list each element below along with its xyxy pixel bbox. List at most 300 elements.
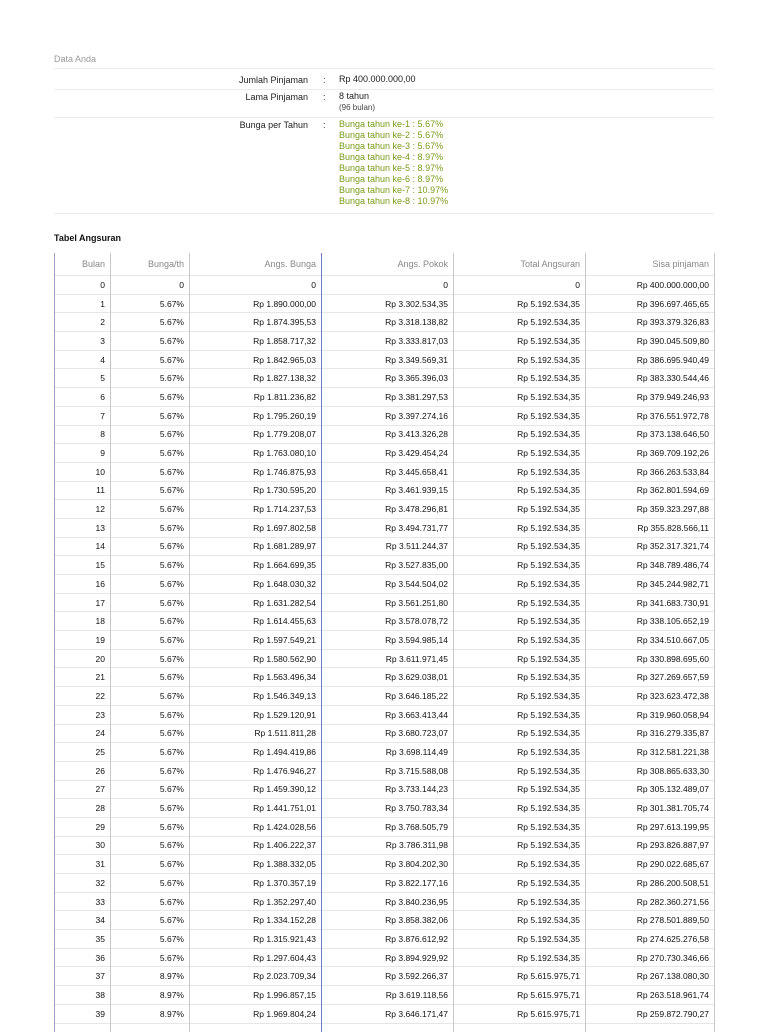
cell-angs-pokok: Rp 3.629.038,01 [322,668,454,687]
cell-bulan: 21 [55,668,111,687]
cell-angs-bunga: Rp 1.614.455,63 [190,612,322,631]
cell-bunga-th: 8.97% [111,1004,190,1023]
cell-sisa-pinjaman: Rp 352.317.321,74 [586,537,715,556]
cell-bunga-th: 5.67% [111,724,190,743]
cell-bulan: 19 [55,631,111,650]
cell-total-angsuran: Rp 5.192.534,35 [454,780,586,799]
loan-amount-label: Jumlah Pinjaman [238,75,308,85]
table-row [55,444,715,463]
cell-angs-bunga: Rp 1.664.699,35 [190,556,322,575]
cell-bunga-th: 5.67% [111,350,190,369]
cell-bulan: 12 [55,500,111,519]
table-row [55,612,715,631]
cell-bulan: 3 [55,332,111,351]
cell-bunga-th: 5.67% [111,406,190,425]
empty-cell [190,1023,322,1032]
cell-bunga-th: 5.67% [111,930,190,949]
table-row [55,687,715,706]
cell-sisa-pinjaman: Rp 386.695.940,49 [586,350,715,369]
cell-angs-pokok: Rp 3.349.569,31 [322,350,454,369]
cell-sisa-pinjaman: Rp 393.379.326,83 [586,313,715,332]
cell-angs-bunga: Rp 1.494.419,86 [190,743,322,762]
cell-total-angsuran: 0 [454,276,586,295]
cell-angs-pokok: Rp 3.822.177,16 [322,874,454,893]
cell-angs-bunga: 0 [190,276,322,295]
cell-bulan: 18 [55,612,111,631]
cell-total-angsuran: Rp 5.192.534,35 [454,631,586,650]
cell-sisa-pinjaman: Rp 373.138.646,50 [586,425,715,444]
table-row [55,967,715,986]
cell-total-angsuran: Rp 5.192.534,35 [454,481,586,500]
table-row [55,350,715,369]
empty-cell [454,1023,586,1032]
cell-total-angsuran: Rp 5.192.534,35 [454,612,586,631]
table-row [55,892,715,911]
cell-angs-bunga: Rp 2.023.709,34 [190,967,322,986]
cell-total-angsuran: Rp 5.192.534,35 [454,332,586,351]
cell-total-angsuran: Rp 5.192.534,35 [454,874,586,893]
cell-bulan: 9 [55,444,111,463]
table-row [55,911,715,930]
cell-angs-bunga: Rp 1.827.138,32 [190,369,322,388]
cell-bunga-th: 5.67% [111,911,190,930]
cell-total-angsuran: Rp 5.192.534,35 [454,705,586,724]
cell-angs-pokok: Rp 3.663.413,44 [322,705,454,724]
table-row [55,518,715,537]
cell-sisa-pinjaman: Rp 400.000.000,00 [586,276,715,295]
cell-angs-pokok: Rp 3.698.114,49 [322,743,454,762]
cell-sisa-pinjaman: Rp 390.045.509,80 [586,332,715,351]
cell-bunga-th: 5.67% [111,687,190,706]
interest-rate-item: Bunga tahun ke-7 : 10.97% [339,185,449,195]
header-angs-pokok: Angs. Pokok [322,253,454,276]
cell-angs-pokok: Rp 3.858.382,06 [322,911,454,930]
section-title: Data Anda [54,54,714,69]
cell-total-angsuran: Rp 5.192.534,35 [454,593,586,612]
header-angs-bunga: Angs. Bunga [190,253,322,276]
cell-bunga-th: 5.67% [111,518,190,537]
cell-angs-bunga: Rp 1.529.120,91 [190,705,322,724]
cell-angs-pokok: Rp 3.333.817,03 [322,332,454,351]
empty-cell [322,1023,454,1032]
cell-angs-bunga: Rp 1.763.080,10 [190,444,322,463]
cell-sisa-pinjaman: Rp 362.801.594,69 [586,481,715,500]
cell-angs-bunga: Rp 1.890.000,00 [190,294,322,313]
cell-bunga-th: 5.67% [111,294,190,313]
cell-bulan: 30 [55,836,111,855]
cell-angs-pokok: Rp 3.804.202,30 [322,855,454,874]
cell-total-angsuran: Rp 5.192.534,35 [454,444,586,463]
cell-total-angsuran: Rp 5.192.534,35 [454,948,586,967]
interest-rate-item: Bunga tahun ke-3 : 5.67% [339,141,444,151]
cell-bulan: 5 [55,369,111,388]
cell-bulan: 35 [55,930,111,949]
loan-amount-row [54,71,714,90]
cell-total-angsuran: Rp 5.192.534,35 [454,724,586,743]
cell-bulan: 23 [55,705,111,724]
cell-angs-pokok: Rp 3.494.731,77 [322,518,454,537]
cell-bulan: 34 [55,911,111,930]
cell-angs-bunga: Rp 1.597.549,21 [190,631,322,650]
table-row [55,593,715,612]
cell-angs-bunga: Rp 1.746.875,93 [190,462,322,481]
cell-angs-pokok: Rp 3.733.144,23 [322,780,454,799]
cell-total-angsuran: Rp 5.192.534,35 [454,911,586,930]
cell-angs-bunga: Rp 1.406.222,37 [190,836,322,855]
cell-angs-pokok: Rp 3.413.326,28 [322,425,454,444]
cell-angs-pokok: Rp 3.511.244,37 [322,537,454,556]
cell-sisa-pinjaman: Rp 366.263.533,84 [586,462,715,481]
cell-angs-bunga: Rp 1.648.030,32 [190,575,322,594]
cell-bunga-th: 5.67% [111,556,190,575]
cell-bulan: 20 [55,649,111,668]
cell-angs-pokok: Rp 3.768.505,79 [322,817,454,836]
cell-bunga-th: 5.67% [111,612,190,631]
table-row [55,276,715,295]
table-row [55,874,715,893]
cell-sisa-pinjaman: Rp 341.683.730,91 [586,593,715,612]
cell-sisa-pinjaman: Rp 259.872.790,27 [586,1004,715,1023]
cell-angs-pokok: Rp 3.302.534,35 [322,294,454,313]
cell-angs-pokok: Rp 3.561.251,80 [322,593,454,612]
cell-bulan: 36 [55,948,111,967]
cell-bunga-th: 5.67% [111,593,190,612]
cell-bulan: 6 [55,388,111,407]
installment-table [54,253,715,1032]
cell-sisa-pinjaman: Rp 290.022.685,67 [586,855,715,874]
cell-total-angsuran: Rp 5.192.534,35 [454,369,586,388]
cell-angs-bunga: Rp 1.476.946,27 [190,761,322,780]
table-row [55,537,715,556]
cell-total-angsuran: Rp 5.192.534,35 [454,892,586,911]
cell-total-angsuran: Rp 5.192.534,35 [454,556,586,575]
table-body [55,276,715,1032]
cell-bunga-th: 5.67% [111,537,190,556]
loan-duration-sub: (96 bulan) [339,103,376,112]
cell-bulan: 2 [55,313,111,332]
table-row [55,948,715,967]
cell-angs-pokok: Rp 3.619.118,56 [322,986,454,1005]
cell-total-angsuran: Rp 5.192.534,35 [454,855,586,874]
cell-angs-bunga: Rp 1.842.965,03 [190,350,322,369]
cell-angs-bunga: Rp 1.563.496,34 [190,668,322,687]
cell-total-angsuran: Rp 5.615.975,71 [454,986,586,1005]
cell-sisa-pinjaman: Rp 396.697.465,65 [586,294,715,313]
cell-angs-bunga: Rp 1.424.028,56 [190,817,322,836]
table-row [55,462,715,481]
interest-rate-colon: : [323,120,326,130]
cell-total-angsuran: Rp 5.192.534,35 [454,388,586,407]
cell-angs-pokok: Rp 3.680.723,07 [322,724,454,743]
cell-bunga-th: 5.67% [111,575,190,594]
header-sisa-pinjaman: Sisa pinjaman [586,253,715,276]
cell-bunga-th: 5.67% [111,425,190,444]
table-row [55,631,715,650]
header-bunga-th: Bunga/th [111,253,190,276]
cell-angs-pokok: 0 [322,276,454,295]
cell-bulan: 38 [55,986,111,1005]
table-row [55,406,715,425]
cell-sisa-pinjaman: Rp 301.381.705,74 [586,799,715,818]
table-row [55,986,715,1005]
cell-angs-bunga: Rp 1.315.921,43 [190,930,322,949]
table-row [55,836,715,855]
cell-angs-bunga: Rp 1.858.717,32 [190,332,322,351]
cell-sisa-pinjaman: Rp 330.898.695,60 [586,649,715,668]
table-row [55,724,715,743]
cell-sisa-pinjaman: Rp 348.789.486,74 [586,556,715,575]
cell-sisa-pinjaman: Rp 274.625.276,58 [586,930,715,949]
cell-angs-bunga: Rp 1.969.804,24 [190,1004,322,1023]
table-row [55,649,715,668]
cell-bunga-th: 5.67% [111,817,190,836]
cell-sisa-pinjaman: Rp 308.865.633,30 [586,761,715,780]
interest-rate-item: Bunga tahun ke-6 : 8.97% [339,174,444,184]
cell-sisa-pinjaman: Rp 319.960.058,94 [586,705,715,724]
cell-bunga-th: 5.67% [111,948,190,967]
table-row [55,575,715,594]
table-row [55,425,715,444]
cell-angs-pokok: Rp 3.840.236,95 [322,892,454,911]
table-row [55,817,715,836]
cell-angs-pokok: Rp 3.715.588,08 [322,761,454,780]
cell-angs-bunga: Rp 1.874.395,53 [190,313,322,332]
cell-bulan: 28 [55,799,111,818]
cell-bunga-th: 5.67% [111,631,190,650]
cell-bulan: 29 [55,817,111,836]
cell-sisa-pinjaman: Rp 267.138.080,30 [586,967,715,986]
cell-sisa-pinjaman: Rp 278.501.889,50 [586,911,715,930]
cell-bunga-th: 5.67% [111,313,190,332]
cell-sisa-pinjaman: Rp 338.105.652,19 [586,612,715,631]
cell-total-angsuran: Rp 5.192.534,35 [454,761,586,780]
cell-angs-bunga: Rp 1.370.357,19 [190,874,322,893]
cell-total-angsuran: Rp 5.192.534,35 [454,462,586,481]
cell-bulan: 7 [55,406,111,425]
cell-bulan: 27 [55,780,111,799]
cell-sisa-pinjaman: Rp 297.613.199,95 [586,817,715,836]
table-row [55,481,715,500]
table-row-partial [55,1023,715,1032]
table-row [55,500,715,519]
cell-bunga-th: 5.67% [111,369,190,388]
cell-angs-pokok: Rp 3.894.929,92 [322,948,454,967]
interest-rate-item: Bunga tahun ke-1 : 5.67% [339,119,444,129]
cell-bunga-th: 5.67% [111,799,190,818]
cell-total-angsuran: Rp 5.192.534,35 [454,743,586,762]
table-row [55,705,715,724]
table-row [55,780,715,799]
cell-sisa-pinjaman: Rp 369.709.192,26 [586,444,715,463]
cell-angs-bunga: Rp 1.511.811,28 [190,724,322,743]
cell-bulan: 15 [55,556,111,575]
table-row [55,930,715,949]
cell-total-angsuran: Rp 5.192.534,35 [454,668,586,687]
cell-total-angsuran: Rp 5.192.534,35 [454,294,586,313]
cell-angs-bunga: Rp 1.580.562,90 [190,649,322,668]
cell-angs-bunga: Rp 1.681.289,97 [190,537,322,556]
cell-bulan: 17 [55,593,111,612]
cell-bunga-th: 5.67% [111,481,190,500]
cell-angs-pokok: Rp 3.478.296,81 [322,500,454,519]
cell-total-angsuran: Rp 5.192.534,35 [454,518,586,537]
table-row [55,332,715,351]
cell-bunga-th: 5.67% [111,780,190,799]
cell-angs-pokok: Rp 3.461.939,15 [322,481,454,500]
table-title: Tabel Angsuran [54,233,122,243]
header-total-angsuran: Total Angsuran [454,253,586,276]
cell-bulan: 11 [55,481,111,500]
cell-bulan: 37 [55,967,111,986]
cell-sisa-pinjaman: Rp 379.949.246,93 [586,388,715,407]
cell-bunga-th: 5.67% [111,462,190,481]
table-row [55,668,715,687]
table-row [55,294,715,313]
cell-bulan: 10 [55,462,111,481]
table-row [55,761,715,780]
cell-sisa-pinjaman: Rp 376.551.972,78 [586,406,715,425]
cell-angs-bunga: Rp 1.441.751,01 [190,799,322,818]
cell-angs-pokok: Rp 3.646.171,47 [322,1004,454,1023]
table-header-row [55,253,715,276]
cell-sisa-pinjaman: Rp 327.269.657,59 [586,668,715,687]
cell-bulan: 0 [55,276,111,295]
cell-bulan: 31 [55,855,111,874]
empty-cell [111,1023,190,1032]
table-row [55,388,715,407]
cell-bunga-th: 5.67% [111,332,190,351]
cell-angs-pokok: Rp 3.786.311,98 [322,836,454,855]
cell-total-angsuran: Rp 5.192.534,35 [454,350,586,369]
cell-bunga-th: 5.67% [111,892,190,911]
cell-sisa-pinjaman: Rp 305.132.489,07 [586,780,715,799]
cell-angs-bunga: Rp 1.388.332,05 [190,855,322,874]
cell-bulan: 8 [55,425,111,444]
cell-sisa-pinjaman: Rp 334.510.667,05 [586,631,715,650]
cell-angs-pokok: Rp 3.365.396,03 [322,369,454,388]
cell-total-angsuran: Rp 5.192.534,35 [454,575,586,594]
cell-sisa-pinjaman: Rp 323.623.472,38 [586,687,715,706]
interest-rate-item: Bunga tahun ke-5 : 8.97% [339,163,444,173]
cell-total-angsuran: Rp 5.192.534,35 [454,537,586,556]
loan-duration-row [54,89,714,118]
cell-angs-bunga: Rp 1.811.236,82 [190,388,322,407]
cell-sisa-pinjaman: Rp 345.244.982,71 [586,575,715,594]
cell-total-angsuran: Rp 5.192.534,35 [454,836,586,855]
table-row [55,1004,715,1023]
cell-bunga-th: 5.67% [111,761,190,780]
table-row [55,855,715,874]
cell-angs-bunga: Rp 1.459.390,12 [190,780,322,799]
cell-angs-bunga: Rp 1.334.152,28 [190,911,322,930]
cell-bulan: 39 [55,1004,111,1023]
cell-bulan: 24 [55,724,111,743]
cell-bunga-th: 5.67% [111,444,190,463]
interest-rate-label: Bunga per Tahun [239,120,308,130]
cell-sisa-pinjaman: Rp 293.826.887,97 [586,836,715,855]
cell-bunga-th: 8.97% [111,986,190,1005]
cell-angs-bunga: Rp 1.996.857,15 [190,986,322,1005]
cell-bulan: 26 [55,761,111,780]
cell-bunga-th: 5.67% [111,743,190,762]
table-row [55,369,715,388]
cell-total-angsuran: Rp 5.192.534,35 [454,313,586,332]
cell-sisa-pinjaman: Rp 359.323.297,88 [586,500,715,519]
loan-duration-colon: : [323,92,326,102]
cell-bunga-th: 5.67% [111,388,190,407]
cell-bunga-th: 5.67% [111,649,190,668]
cell-total-angsuran: Rp 5.192.534,35 [454,649,586,668]
cell-bunga-th: 5.67% [111,874,190,893]
cell-sisa-pinjaman: Rp 312.581.221,38 [586,743,715,762]
cell-angs-bunga: Rp 1.297.604,43 [190,948,322,967]
cell-total-angsuran: Rp 5.192.534,35 [454,930,586,949]
cell-bunga-th: 8.97% [111,967,190,986]
cell-bulan: 4 [55,350,111,369]
cell-angs-pokok: Rp 3.527.835,00 [322,556,454,575]
cell-angs-pokok: Rp 3.429.454,24 [322,444,454,463]
cell-bulan: 25 [55,743,111,762]
cell-total-angsuran: Rp 5.615.975,71 [454,967,586,986]
cell-total-angsuran: Rp 5.192.534,35 [454,425,586,444]
table-row [55,313,715,332]
installment-table-wrap [54,253,714,1032]
empty-cell [55,1023,111,1032]
interest-rate-item: Bunga tahun ke-4 : 8.97% [339,152,444,162]
cell-angs-pokok: Rp 3.876.612,92 [322,930,454,949]
cell-angs-bunga: Rp 1.546.349,13 [190,687,322,706]
cell-bunga-th: 0 [111,276,190,295]
loan-amount-value: Rp 400.000.000,00 [339,74,416,84]
cell-bulan: 14 [55,537,111,556]
cell-bunga-th: 5.67% [111,500,190,519]
cell-total-angsuran: Rp 5.192.534,35 [454,500,586,519]
cell-sisa-pinjaman: Rp 316.279.335,87 [586,724,715,743]
cell-sisa-pinjaman: Rp 270.730.346,66 [586,948,715,967]
cell-angs-pokok: Rp 3.318.138,82 [322,313,454,332]
cell-angs-pokok: Rp 3.646.185,22 [322,687,454,706]
cell-bulan: 16 [55,575,111,594]
cell-bulan: 13 [55,518,111,537]
cell-bulan: 1 [55,294,111,313]
cell-angs-pokok: Rp 3.381.297,53 [322,388,454,407]
cell-angs-pokok: Rp 3.592.266,37 [322,967,454,986]
cell-total-angsuran: Rp 5.192.534,35 [454,817,586,836]
cell-angs-bunga: Rp 1.352.297,40 [190,892,322,911]
cell-angs-pokok: Rp 3.750.783,34 [322,799,454,818]
loan-duration-value-block [339,91,375,113]
cell-total-angsuran: Rp 5.615.975,71 [454,1004,586,1023]
cell-total-angsuran: Rp 5.192.534,35 [454,799,586,818]
cell-bunga-th: 5.67% [111,668,190,687]
cell-angs-pokok: Rp 3.445.658,41 [322,462,454,481]
interest-rate-item: Bunga tahun ke-2 : 5.67% [339,130,444,140]
cell-sisa-pinjaman: Rp 286.200.508,51 [586,874,715,893]
cell-total-angsuran: Rp 5.192.534,35 [454,687,586,706]
loan-duration-value: 8 tahun [339,91,370,101]
cell-angs-pokok: Rp 3.544.504,02 [322,575,454,594]
empty-cell [586,1023,715,1032]
cell-angs-bunga: Rp 1.714.237,53 [190,500,322,519]
cell-total-angsuran: Rp 5.192.534,35 [454,406,586,425]
cell-sisa-pinjaman: Rp 282.360.271,56 [586,892,715,911]
cell-bulan: 22 [55,687,111,706]
cell-angs-pokok: Rp 3.578.078,72 [322,612,454,631]
cell-angs-bunga: Rp 1.779.208,07 [190,425,322,444]
cell-bulan: 32 [55,874,111,893]
cell-angs-pokok: Rp 3.594.985,14 [322,631,454,650]
cell-sisa-pinjaman: Rp 355.828.566,11 [586,518,715,537]
